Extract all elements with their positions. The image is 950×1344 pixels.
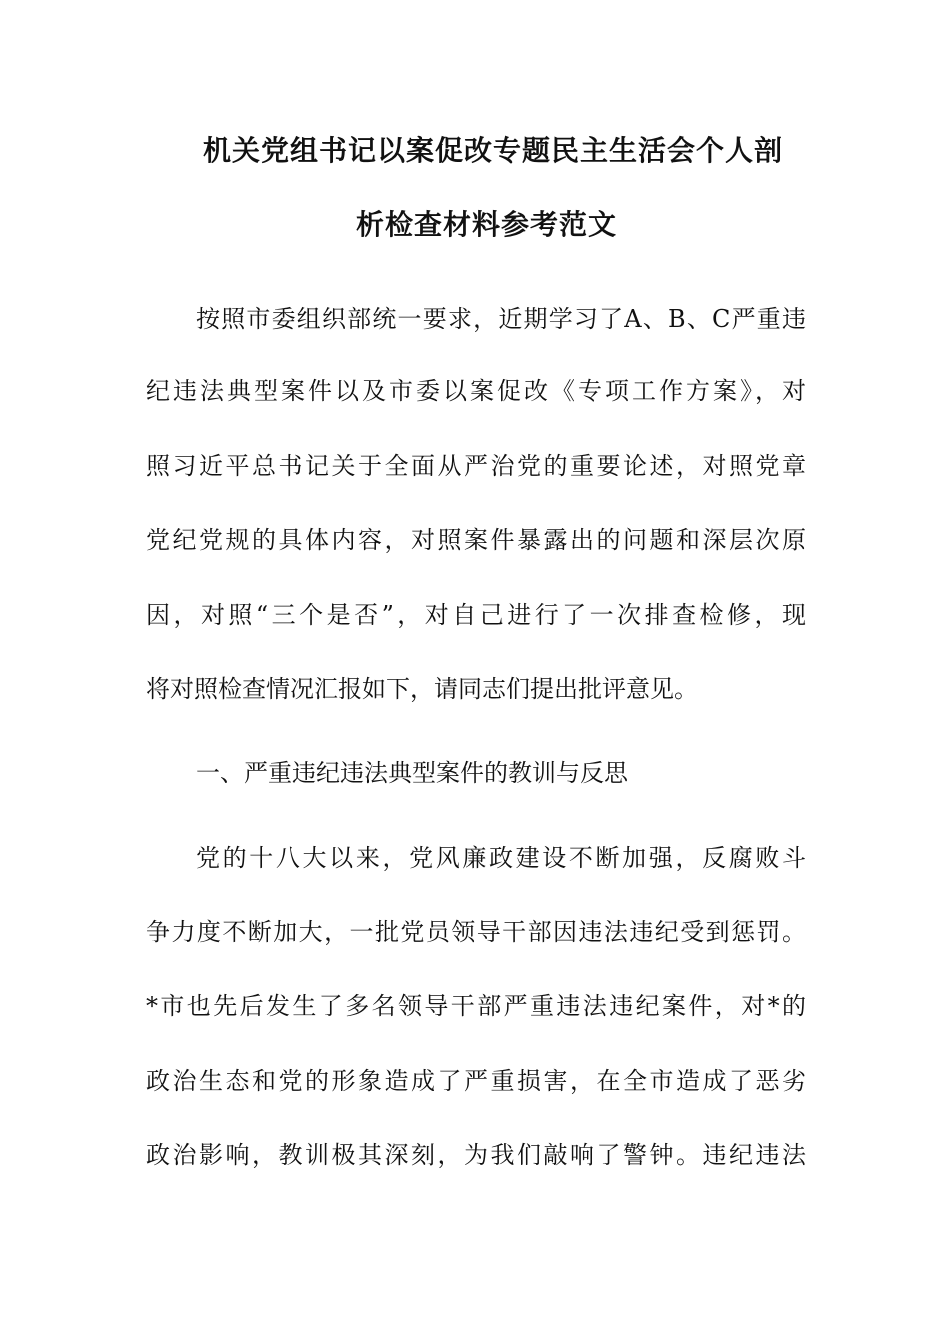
paragraph-line: 党的十八大以来，党风廉政建设不断加强，反腐败斗	[196, 844, 806, 872]
document-title-line-1: 机关党组书记以案促改专题民主生活会个人剖	[203, 134, 784, 167]
paragraph-line: *市也先后发生了多名领导干部严重违法违纪案件，对*的	[146, 992, 806, 1020]
paragraph-line: 政治生态和党的形象造成了严重损害，在全市造成了恶劣	[146, 1067, 806, 1095]
paragraph-line: 将对照检查情况汇报如下，请同志们提出批评意见。	[146, 675, 698, 703]
paragraph-line: 因，对照“三个是否”，对自己进行了一次排查检修，现	[146, 601, 806, 629]
section-heading: 一、严重违纪违法典型案件的教训与反思	[196, 759, 628, 787]
document-title-line-2: 析检查材料参考范文	[356, 208, 618, 241]
paragraph-line: 按照市委组织部统一要求，近期学习了A、B、C严重违	[196, 305, 806, 333]
paragraph-line: 争力度不断加大，一批党员领导干部因违法违纪受到惩罚。	[146, 918, 806, 946]
paragraph-line: 政治影响，教训极其深刻，为我们敲响了警钟。违纪违法	[146, 1141, 806, 1169]
paragraph-line: 党纪党规的具体内容，对照案件暴露出的问题和深层次原	[146, 526, 806, 554]
paragraph-line: 照习近平总书记关于全面从严治党的重要论述，对照党章	[146, 452, 806, 480]
paragraph-line: 纪违法典型案件以及市委以案促改《专项工作方案》，对	[146, 377, 806, 405]
